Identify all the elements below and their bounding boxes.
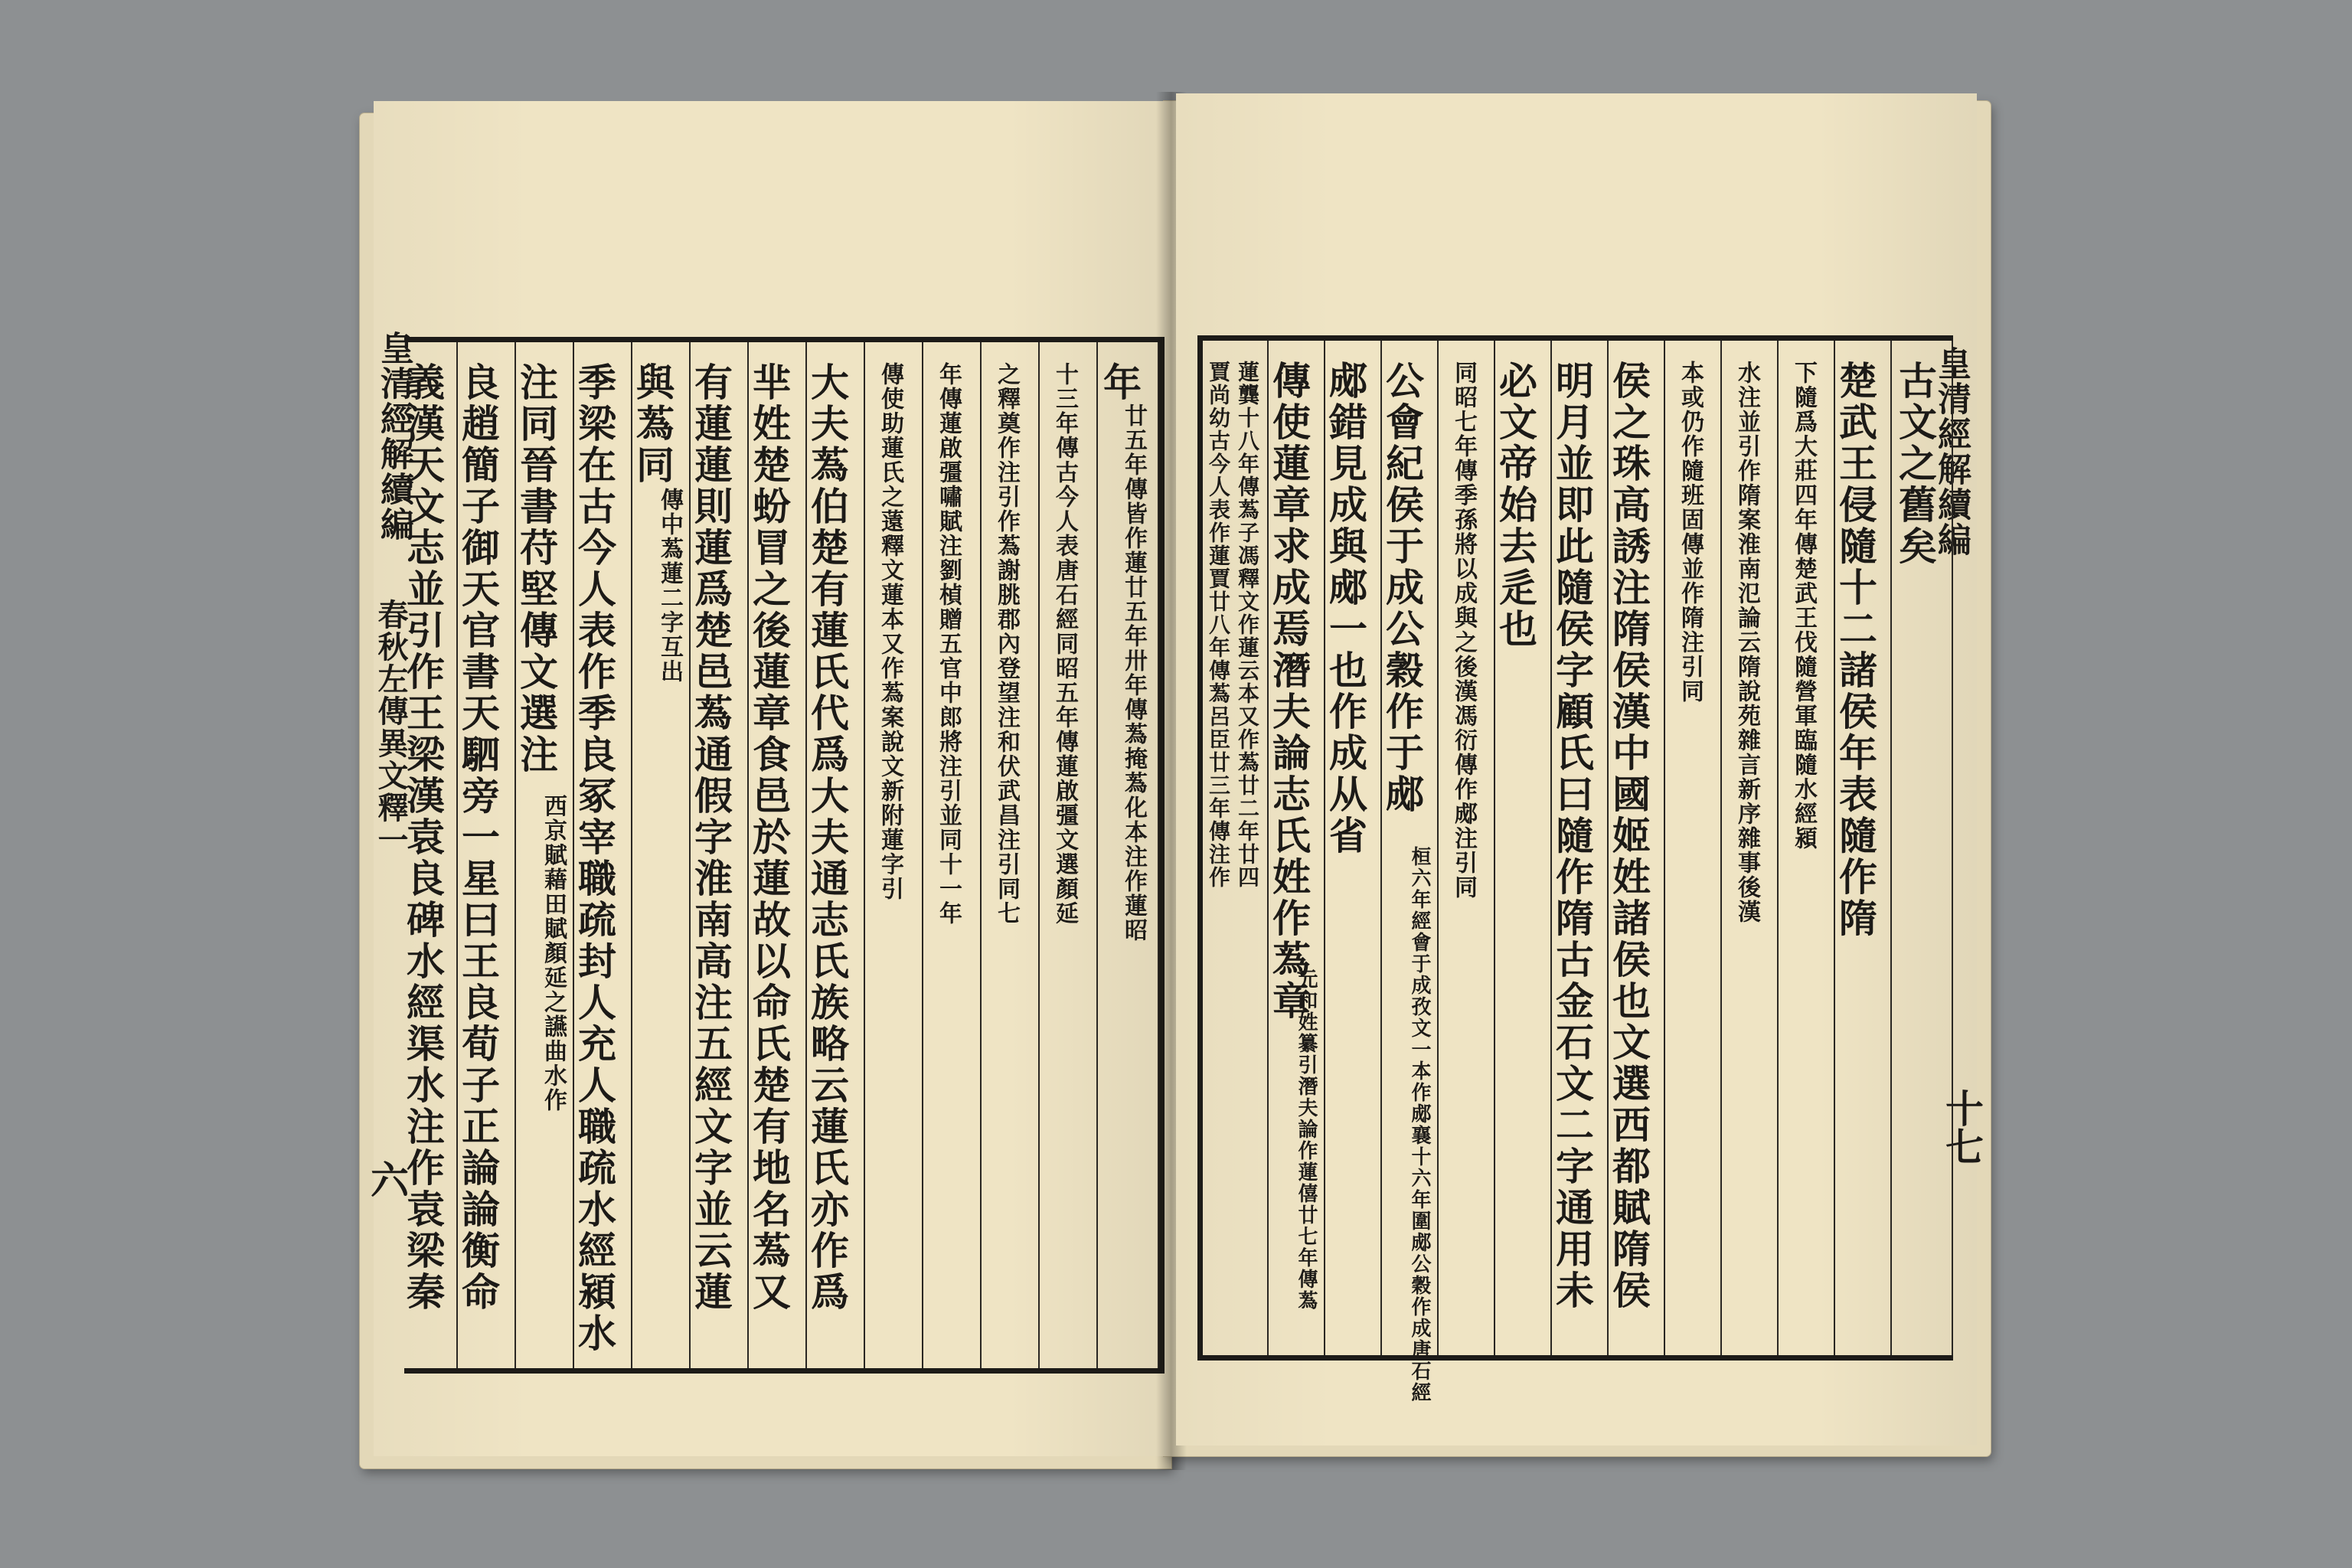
left-col-3	[982, 342, 1040, 1368]
left-col-13	[400, 342, 458, 1368]
left-col-7	[746, 342, 807, 1368]
left-col-2	[1040, 342, 1098, 1368]
right-col-3-note: 下隨爲大莊四年傳楚武王伐隨營軍臨隨水經潁	[1790, 361, 1817, 851]
right-col-5	[1665, 341, 1722, 1355]
right-col-10-note: 桓六年經會于成孜文一本作郕襄十六年圍郕公穀作成唐石經	[1408, 846, 1431, 1403]
right-col-9	[1439, 341, 1495, 1355]
right-col-7	[1552, 341, 1609, 1355]
right-col-4-note: 水注並引作隋案淮南氾論云隋說苑雜言新序雜事後漢	[1733, 361, 1760, 924]
left-col-9-main: 與蒍同	[630, 362, 675, 486]
right-col-3	[1779, 341, 1835, 1355]
right-col-5-note: 本或仍作隨班固傳並作隋注引同	[1677, 361, 1704, 704]
left-col-13-main: 義漢天文志並引作王梁漢袁良碑水經渠水注作袁梁秦	[400, 362, 446, 1313]
left-col-12	[458, 342, 516, 1368]
right-col-8-main: 必文帝始去辵也	[1493, 361, 1538, 650]
left-page	[371, 101, 1167, 1456]
left-col-9	[632, 342, 691, 1368]
left-col-11-note: 西京賦藉田賦顏延之讌曲水作	[540, 794, 567, 1112]
left-col-1-note: 廿五年傳皆作蓮廿五年卅年傳蒍掩蒍化本注作蓮昭	[1120, 403, 1147, 942]
right-col-12-note: 元和姓纂引潛夫論作蓮僖廿七年傳蒍	[1295, 969, 1318, 1312]
right-col-2-main: 楚武王侵隨十二諸侯年表隨作隋	[1833, 361, 1878, 939]
left-col-8	[688, 342, 749, 1368]
left-col-4-note: 年傳蓮啟彊嘯賦注劉楨贈五官中郎將注引並同十一年	[935, 362, 962, 926]
right-col-2	[1835, 341, 1892, 1355]
left-col-5-note: 傳使助蓮氏之薳釋文蓮本又作蒍案說文新附蓮字引	[877, 362, 903, 901]
right-col-11-main: 郕錯見成與郕一也作成从省	[1323, 361, 1368, 857]
right-col-12	[1266, 341, 1325, 1355]
right-margin-title: 皇清經解續編	[1932, 346, 1971, 557]
left-col-12-main: 良趙簡子御天官書天駟旁一星曰王良荀子正論論衡命	[456, 362, 501, 1313]
right-col-4	[1722, 341, 1779, 1355]
left-col-8-main: 有蓮蓮則蓮爲楚邑蒍通假字淮南高注五經文字並云蓮	[688, 362, 733, 1313]
right-col-11	[1325, 341, 1382, 1355]
left-col-1	[1098, 342, 1159, 1368]
left-col-10	[574, 342, 632, 1368]
left-text-frame	[400, 337, 1165, 1374]
left-folio: 六	[371, 1158, 409, 1203]
left-col-11-main: 注同晉書苻堅傳文選注	[514, 362, 559, 776]
right-col-8	[1495, 341, 1552, 1355]
left-col-1-main: 年	[1097, 362, 1142, 403]
left-col-5	[865, 342, 923, 1368]
right-col-13	[1203, 341, 1269, 1355]
right-col-13-note-b: 蓮龔十八年傳蒍子馮釋文作蓮云本又作蒍廿二年廿四	[1235, 361, 1260, 889]
left-col-6	[807, 342, 865, 1368]
left-col-11	[516, 342, 574, 1368]
right-text-frame	[1197, 335, 1953, 1403]
left-col-10-main: 季梁在古今人表作季良冢宰職疏封人充人職疏水經潁水	[572, 362, 617, 1354]
right-col-10-main: 公會紀侯于成公穀作于郕	[1380, 361, 1425, 815]
left-col-4	[923, 342, 982, 1368]
left-col-6-main: 大夫蒍伯楚有蓮氏代爲大夫通志氏族略云蓮氏亦作爲	[805, 362, 850, 1313]
right-page	[1176, 93, 1984, 1446]
left-col-2-note: 十三年傳古今人表唐石經同昭五年傳蓮啟彊文選顏延	[1051, 362, 1078, 926]
left-col-7-main: 芈姓楚蚡冒之後蓮章食邑於蓮故以命氏楚有地名蒍又	[746, 362, 792, 1313]
left-col-9-note: 傳中蒍蓮二字互出	[656, 488, 683, 684]
right-col-6	[1606, 341, 1665, 1355]
right-col-12-main: 傳使蓮章求成焉潛夫論志氏姓作蒍章	[1266, 361, 1312, 1022]
right-folio: 十七	[1939, 1089, 1984, 1165]
left-margin-title: 皇清經解續編	[374, 331, 413, 542]
right-col-13-note-a: 賈尚幼古今人表作蓮賈廿八年傳蒍呂臣廿三年傳注作	[1206, 361, 1231, 889]
right-col-10	[1380, 341, 1439, 1403]
right-col-1-main: 古文之舊矣	[1893, 361, 1938, 567]
right-col-1	[1892, 341, 1953, 1355]
open-book	[360, 92, 1991, 1470]
left-margin-subtitle: 春秋左傳異文釋一	[373, 599, 409, 856]
right-col-6-main: 侯之珠高誘注隋侯漢中國姬姓諸侯也文選西都賦隋侯	[1606, 361, 1651, 1312]
right-col-9-note: 同昭七年傳季孫將以成與之後漢馮衍傳作郕注引同	[1450, 361, 1477, 900]
right-col-7-main: 明月並即此隨侯字顧氏曰隨作隋古金石文二字通用未	[1550, 361, 1595, 1312]
left-col-3-note: 之釋奠作注引作蒍謝朓郡內登望注和伏武昌注引同七	[993, 362, 1020, 926]
